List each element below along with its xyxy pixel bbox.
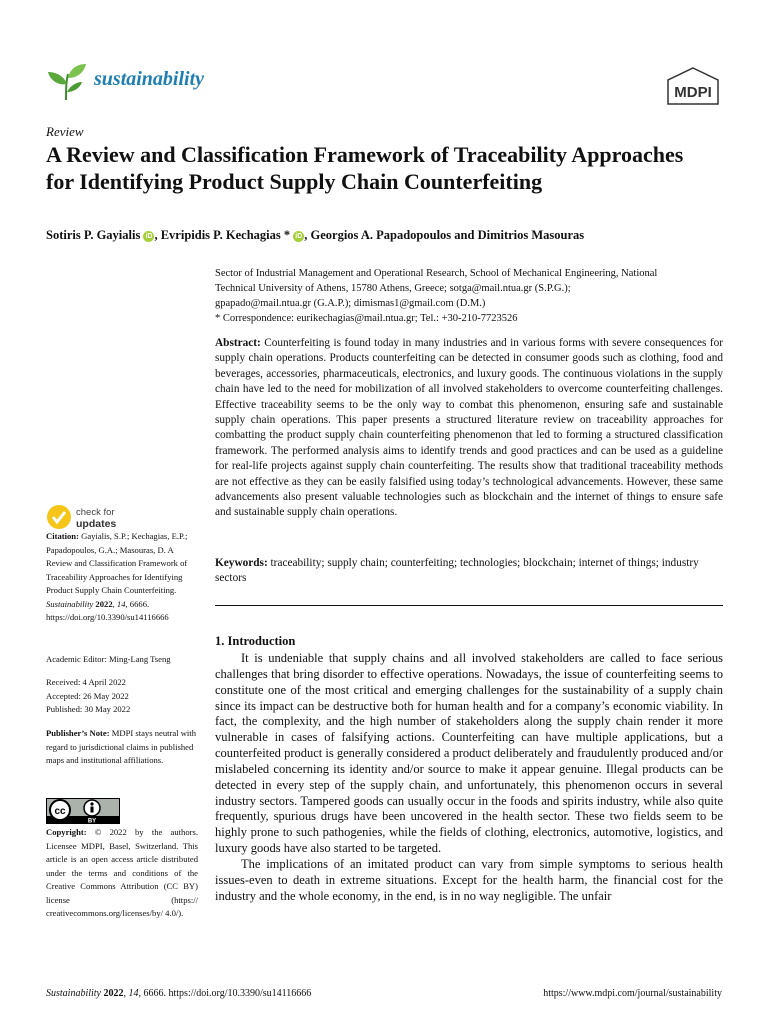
section-heading: 1. Introduction bbox=[215, 634, 296, 648]
citation-text: Gayialis, S.P.; Kechagias, E.P.; Papadopoulos, G.A.; Masouras, D. A Review and Classification Framework of Traceability Approaches for Identifying Product Supply Chain Counterfeiting. bbox=[46, 531, 188, 595]
check-line-2: updates bbox=[76, 518, 117, 530]
by-text: BY bbox=[87, 818, 97, 824]
footer-journal: Sustainability bbox=[46, 988, 101, 999]
mdpi-logo-text: MDPI bbox=[674, 84, 712, 101]
affiliation-line: Technical University of Athens, 15780 Athens, Greece; sotga@mail.ntua.gr (S.P.G.); bbox=[215, 283, 571, 294]
citation-block: Citation: Gayialis, S.P.; Kechagias, E.P.; Papadopoulos, G.A.; Masouras, D. A Review and Classification Framework of Traceability Approaches for Identifying Product Supply Chain Counterfeiting. Sustainability 2022, 14, 6666. https://doi.org/10.3390/su14116666 bbox=[46, 531, 188, 622]
keywords-text: traceability; supply chain; counterfeiting; technologies; blockchain; internet of things; industry sectors bbox=[215, 557, 699, 585]
citation-volume: 14 bbox=[116, 598, 126, 609]
dates-block bbox=[46, 676, 198, 717]
footer-doi[interactable]: , 6666. https://doi.org/10.3390/su14116666 bbox=[138, 988, 312, 999]
abstract-text: Counterfeiting is found today in many industries and in various forms with severe consequences for supply chain operations. Products counterfeiting can be detected in consumer goods such as clothing, food and beverages, accessories, pharmaceuticals, electronics, and luxury goods. The continuous violations in the supply chain have led to the need for mobilization of all involved stakeholders to overcome counterfeiting challenges. Effective traceability seems to be the only way to combat this phenomenon, ensuring safe and sustainable supply chain operations. This paper presents a structured literature review on traceability approaches for combatting the product supply chain counterfeiting phenomenon that led to forming a structured classification framework. The performed analysis aims to identify trends and good practices and can be used as a guideline for real-life projects against supply chain counterfeiting. The results show that traditional traceability methods are not effective as they can be easily falsified using today’s technological advancements. However, these same advancements also present valuable technologies such as blockchain and the internet of things to ensure safe and sustainable supply chain operations. bbox=[215, 337, 723, 519]
cc-by-license-icon[interactable] bbox=[46, 798, 120, 824]
paragraph: It is undeniable that supply chains and all involved stakeholders are called to face serious challenges that bring disorder to effective operations. Nowadays, the issue of counterfeiting seems to constitute one of the most critical and emerging challenges for the sustainability of a supply chain since its impact can be destructive both for human health and for a company’s economic viability. In fact, the complexity, and the high number of stakeholders along the supply chain render it more vulnerable in cases of falsifying actions. Counterfeiting can have multiple applications, but a counterfeited product is generally considered a product deliberately and fraudulently produced and/or mislabeled concerning its identity and/or source to make it appear genuine. Illegal products can be detected in every step of the supply chain, and unfortunately, this phenomenon occurs in several industry sectors. Tampered goods can usually occur in the foods and spirits industry, while also quite frequently, spurious drugs have been uncovered in the health sector. These two fields seem to be highly prone to such pathogenies, while the fields of clothing, electronics, automotive, logistics, and luxury goods have also started to be targeted. bbox=[215, 651, 723, 856]
pubnote-label: Publisher’s Note: bbox=[46, 728, 110, 738]
introduction-body bbox=[215, 651, 723, 905]
copyright-block bbox=[46, 826, 198, 921]
check-line-1: check for bbox=[76, 507, 115, 518]
author-gayialis[interactable]: Sotiris P. Gayialis bbox=[46, 228, 141, 242]
orcid-icon[interactable]: iD bbox=[145, 233, 153, 240]
copyright-text: © 2022 by the authors. Licensee MDPI, Basel, Switzerland. This article is an open access article distributed under the terms and conditions of the Creative Commons Attribution (CC BY) license (https:// creativecommons.org/licenses/by/ 4.0/). bbox=[46, 827, 198, 918]
published-date: Published: 30 May 2022 bbox=[46, 704, 131, 714]
accepted-date: Accepted: 26 May 2022 bbox=[46, 690, 129, 701]
citation-doi[interactable]: , 6666. https://doi.org/10.3390/su14116666 bbox=[46, 598, 169, 622]
academic-editor: Academic Editor: Ming-Lang Tseng bbox=[46, 654, 171, 664]
affiliation-line: Sector of Industrial Management and Operational Research, School of Mechanical Engineering, National bbox=[215, 268, 658, 279]
journal-logo-icon bbox=[46, 62, 88, 102]
keywords-label: Keywords: bbox=[215, 557, 268, 569]
affiliation-block bbox=[215, 266, 725, 326]
article-type: Review bbox=[46, 124, 84, 139]
cc-text: cc bbox=[54, 806, 66, 817]
footer-volume: 14 bbox=[128, 988, 139, 999]
check-for-updates-badge[interactable] bbox=[46, 504, 186, 530]
article-title: A Review and Classification Framework of Traceability Approaches for Identifying Product Supply Chain Counterfeiting bbox=[46, 142, 684, 194]
footer-citation: Sustainability 2022, 14, 6666. https://doi.org/10.3390/su14116666 bbox=[46, 988, 312, 999]
received-date: Received: 4 April 2022 bbox=[46, 677, 126, 687]
author-kechagias[interactable]: Evripidis P. Kechagias * bbox=[160, 228, 291, 242]
section-divider bbox=[215, 605, 723, 606]
orcid-icon[interactable]: iD bbox=[295, 233, 303, 240]
abstract-label: Abstract: bbox=[215, 337, 261, 349]
correspondence-line: * Correspondence: eurikechagias@mail.ntua.gr; Tel.: +30-210-7723526 bbox=[215, 313, 518, 324]
affiliation-line: gpapado@mail.ntua.gr (G.A.P.); dimismas1@gmail.com (D.M.) bbox=[215, 298, 486, 309]
paragraph: The implications of an imitated product can vary from simple symptoms to serious health issues-even to death in extreme situations. Except for the health harm, the financial cost for the industry and the whole economy, in the end, is in no way negligible. The unfair bbox=[215, 856, 723, 903]
citation-year: 2022 bbox=[95, 598, 113, 609]
publisher-note bbox=[46, 727, 198, 768]
author-list: Sotiris P. Gayialis iD , Evripidis P. Kechagias * iD , Georgios A. Papadopoulos and Dimitrios Masouras bbox=[46, 228, 585, 242]
citation-journal: Sustainability bbox=[46, 598, 94, 609]
copyright-label: Copyright: bbox=[46, 827, 87, 837]
journal-name: sustainability bbox=[94, 68, 205, 90]
footer-journal-url[interactable]: https://www.mdpi.com/journal/sustainability bbox=[543, 988, 722, 999]
mdpi-logo-icon bbox=[664, 66, 722, 106]
author-others: , Georgios A. Papadopoulos and Dimitrios Masouras bbox=[304, 228, 585, 242]
citation-label: Citation: bbox=[46, 531, 79, 541]
footer-year: 2022 bbox=[103, 988, 124, 999]
abstract bbox=[215, 336, 723, 521]
pubnote-text: MDPI stays neutral with regard to jurisdictional claims in published maps and institutional affiliations. bbox=[46, 728, 196, 765]
keywords bbox=[215, 556, 723, 587]
